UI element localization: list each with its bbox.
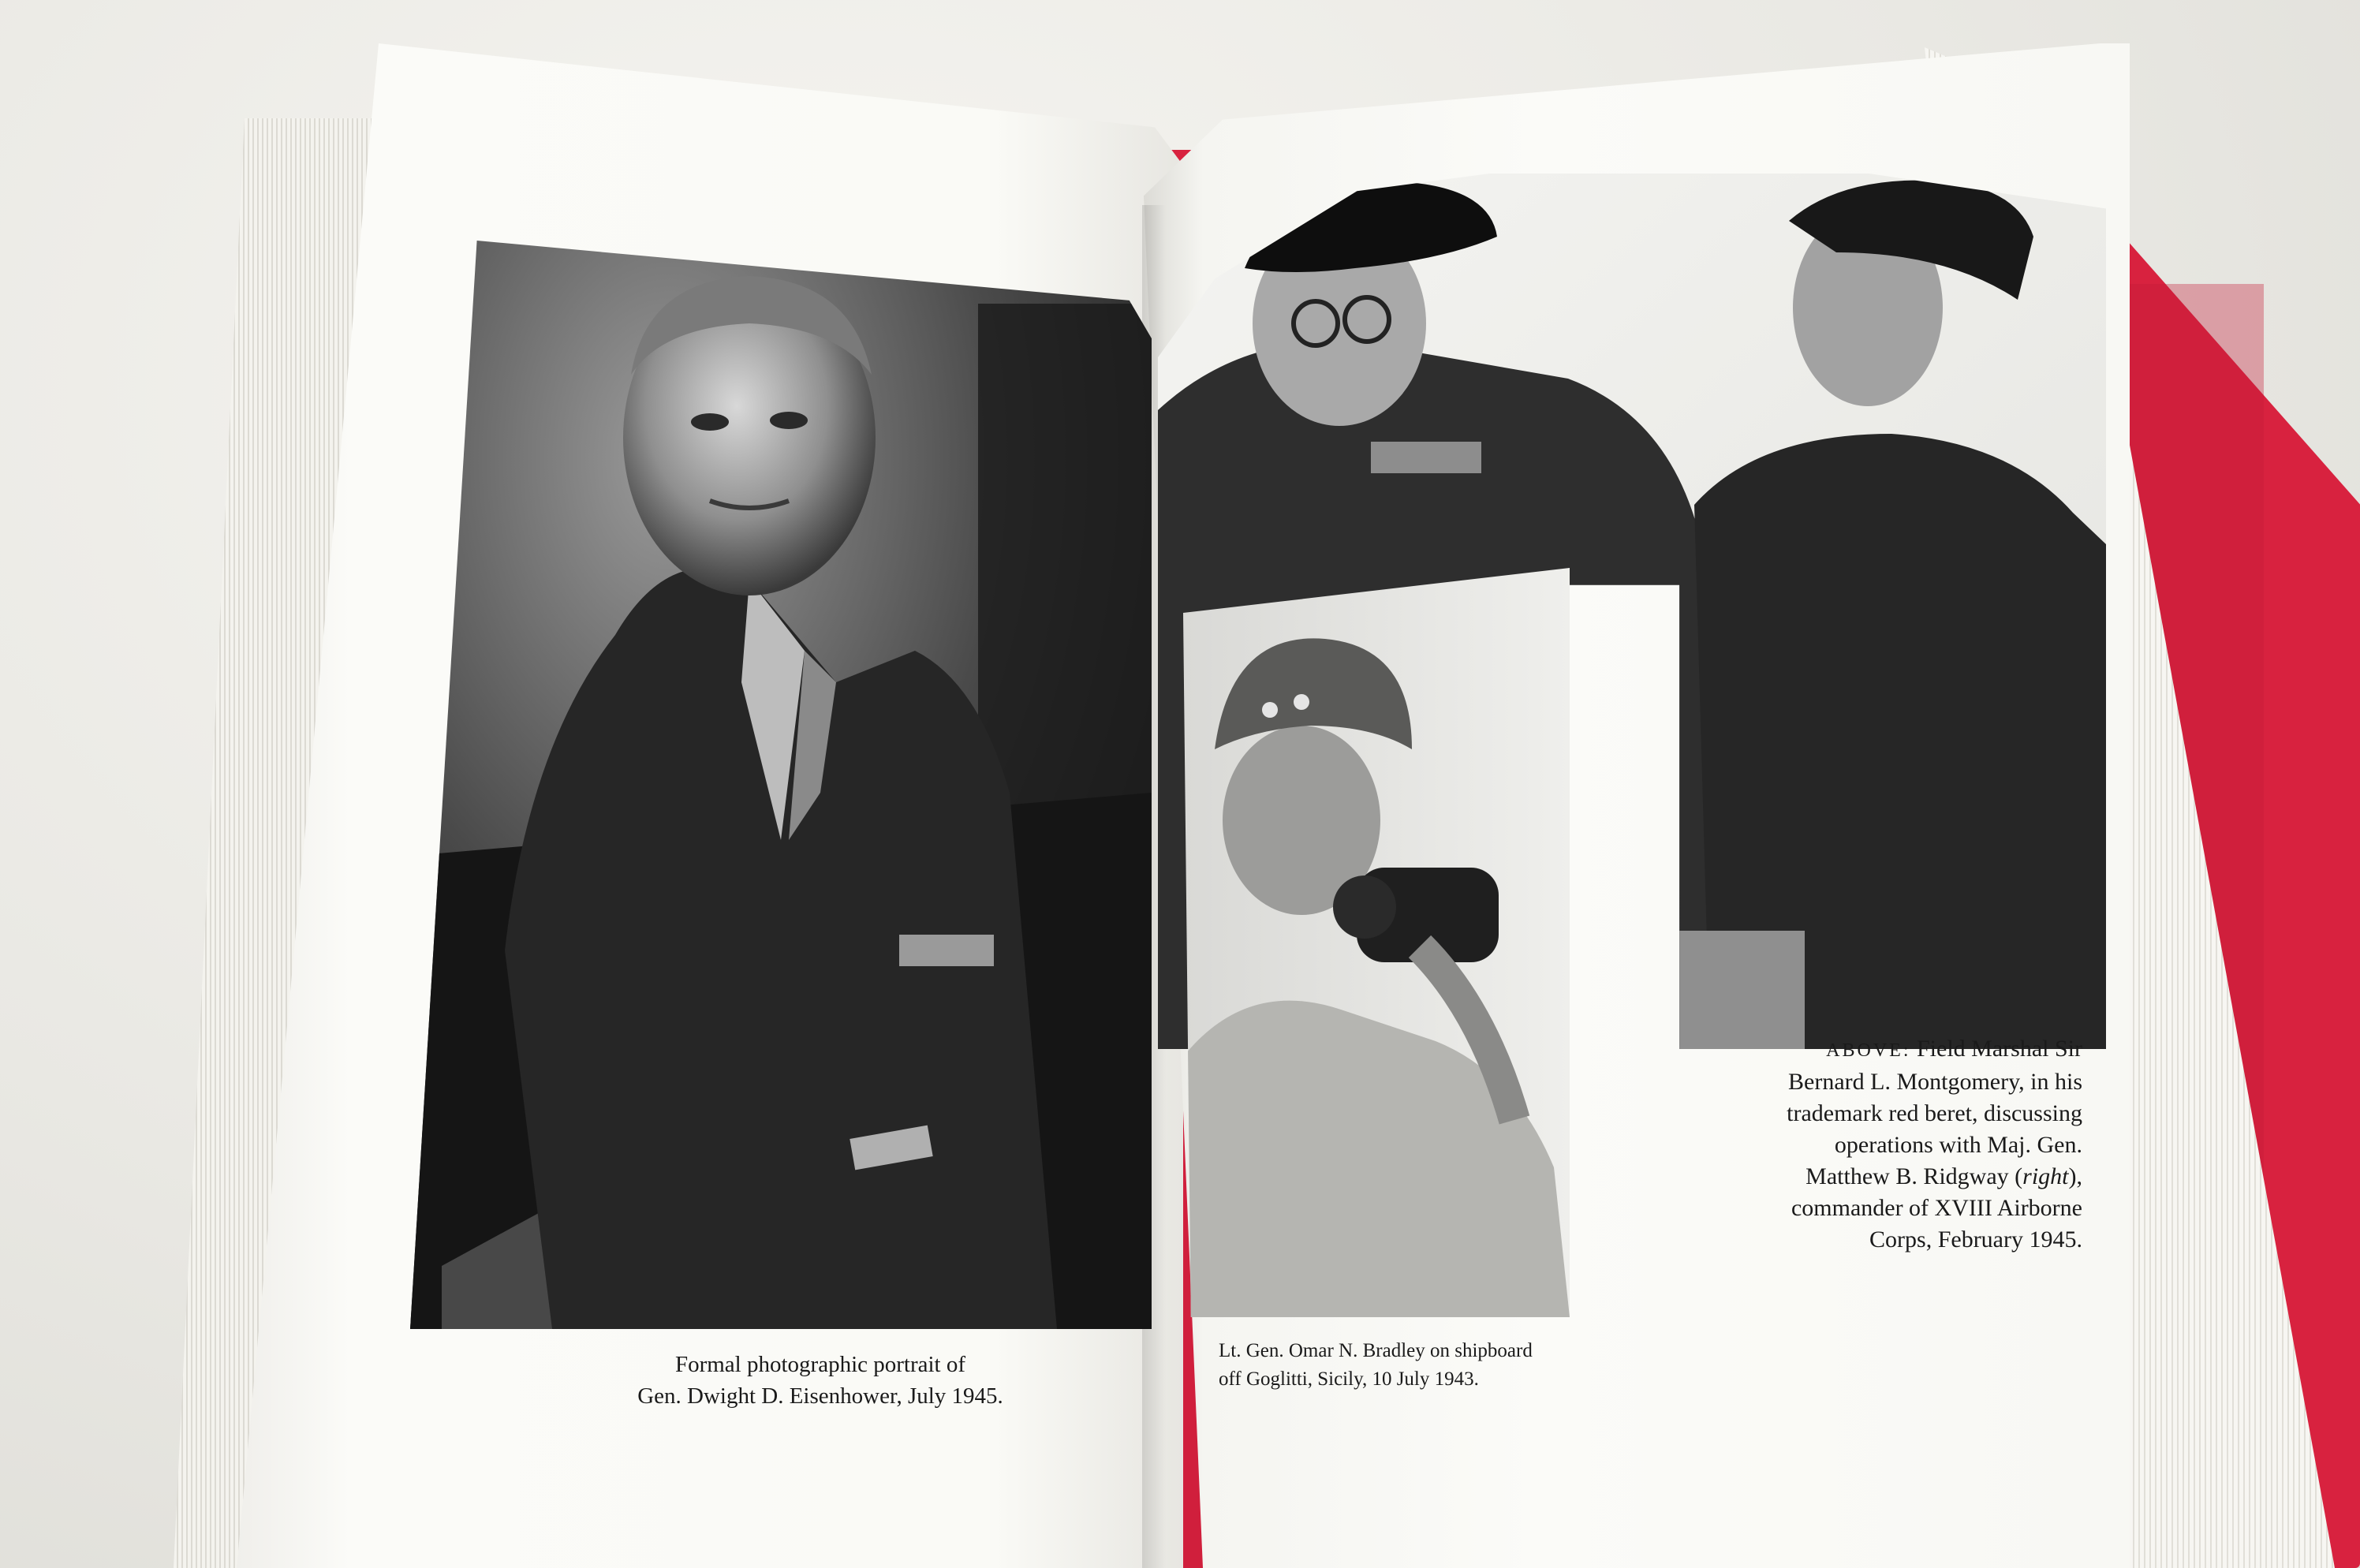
eisenhower-caption bbox=[599, 1349, 1041, 1412]
montgomery-caption-line5-b: ), bbox=[2068, 1163, 2082, 1189]
eisenhower-caption-line2: Gen. Dwight D. Eisenhower, July 1945. bbox=[637, 1383, 1003, 1409]
bradley-caption bbox=[1219, 1337, 1597, 1394]
caption-lead-above: ABOVE: bbox=[1826, 1040, 1911, 1061]
montgomery-caption-line1-text: Field Marshal Sir bbox=[1917, 1036, 2082, 1062]
bradley-caption-line1: Lt. Gen. Omar N. Bradley on shipboard bbox=[1219, 1340, 1533, 1361]
montgomery-caption-line6: commander of XVIII Airborne bbox=[1791, 1195, 2082, 1221]
montgomery-caption-line5 bbox=[1696, 1161, 2082, 1193]
montgomery-caption-line5-a: Matthew B. Ridgway ( bbox=[1805, 1163, 2023, 1189]
eisenhower-caption-line1: Formal photographic portrait of bbox=[674, 1352, 966, 1377]
montgomery-caption-line7: Corps, February 1945. bbox=[1869, 1226, 2082, 1253]
montgomery-caption bbox=[1696, 1033, 2082, 1256]
montgomery-caption-line3: trademark red beret, discussing bbox=[1787, 1100, 2082, 1126]
montgomery-caption-line1 bbox=[1696, 1033, 2082, 1066]
montgomery-caption-line4: operations with Maj. Gen. bbox=[1834, 1132, 2082, 1158]
eisenhower-portrait-photo bbox=[410, 241, 1152, 1329]
bradley-binoculars-photo bbox=[1183, 568, 1570, 1317]
bradley-caption-line2: off Goglitti, Sicily, 10 July 1943. bbox=[1219, 1368, 1479, 1390]
montgomery-caption-line5-em: right bbox=[2022, 1163, 2069, 1189]
montgomery-caption-line2: Bernard L. Montgomery, in his bbox=[1788, 1069, 2082, 1095]
